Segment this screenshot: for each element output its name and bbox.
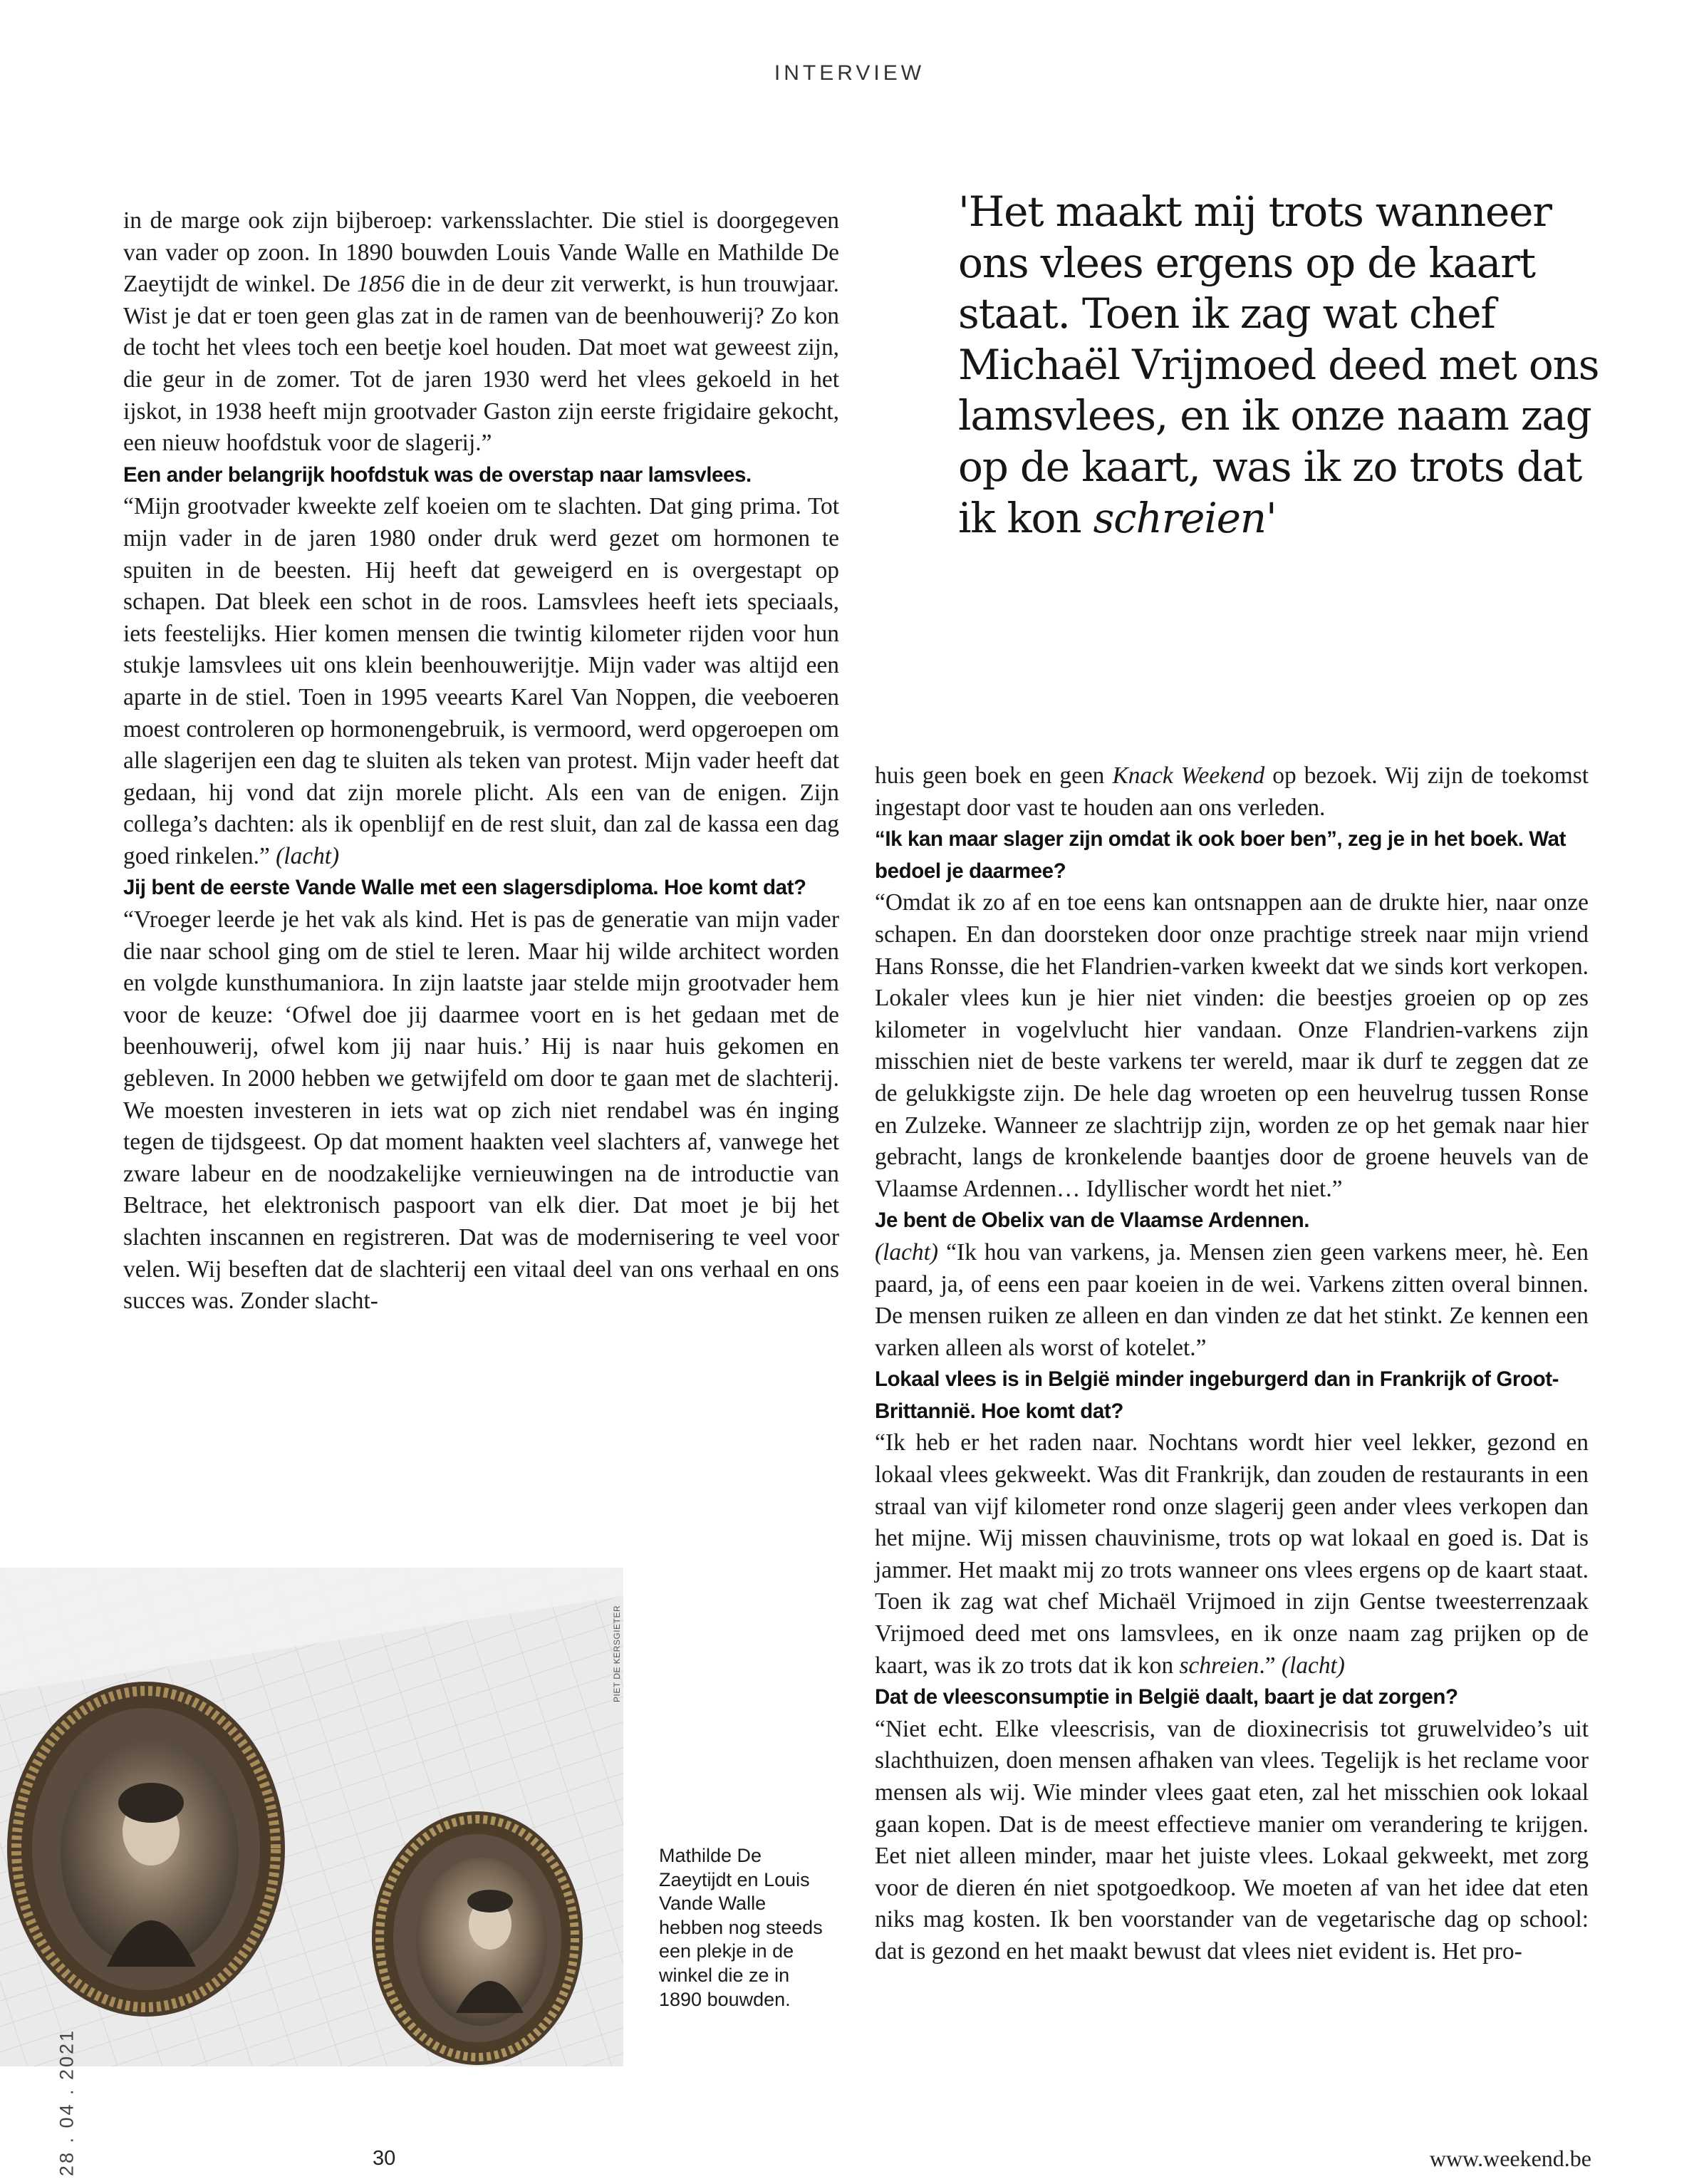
left-frame xyxy=(7,1682,285,2017)
paragraph: “Ik heb er het raden naar. Nochtans wordt hier veel lekker, gezond en lokaal vlees gekweekt. Was dit Frankrijk, dan zouden de restaurants in een straal van vijf kilometer rond onze slagerij geen ander vlees verkopen dan het mijne. Wij missen chauvinisme, trots op wat lokaal en goed is. Dat is jammer. Het maakt mij zo trots wanneer ons vlees ergens op de kaart staat. Toen ik zag wat chef Michaël Vrijmoed in zijn Gentse tweesterrenzaak Vrijmoed deed met ons lamsvlees, en ik onze naam zag prijken op de kaart, was ik zo trots dat ik kon schreien.” (lacht) xyxy=(875,1429,1589,1679)
interview-question: Een ander belangrijk hoofdstuk was de overstap naar lamsvlees. xyxy=(123,462,752,487)
paragraph: “Omdat ik zo af en toe eens kan ontsnappen aan de drukte hier, naar onze schapen. En dan doorsteken door onze prachtige streek naar mijn vriend Hans Ronsse, die het Flandrien-varken kweekt dat we sinds kort verkopen. Lokaler vlees kun je hier niet vinden: die beestjes groeien op op zes kilometer in vogelvlucht hier vandaan. Onze Flandrien-varkens zijn misschien niet de beste varkens ter wereld, maar ik durf te zeggen dat ze de gelukkigste zijn. De hele dag wroeten op een heuvelrug tussen Ronse en Zulzeke. Wanneer ze slachtrijp zijn, worden ze op het gemak naar hier gebracht, langs de kronkelende baantjes door de groene heuvels van de Vlaamse Ardennen… Idyllischer wordt het niet.” xyxy=(875,889,1589,1202)
photo-credit: PIET DE KERSGIETER xyxy=(612,1605,622,1702)
section-label: INTERVIEW xyxy=(774,61,925,85)
paragraph: in de marge ook zijn bijberoep: varkensslachter. Die stiel is doorgegeven van vader op zoon. In 1890 bouwden Louis Vande Walle en Mathilde De Zaeytijdt de winkel. De 1856 die in de deur zit verwerkt, is hun trouwjaar. Wist je dat er toen geen glas zat in de ramen van de beenhouwerij? Zo kon de tocht het vlees toch een beetje koel houden. Dat moet wat geweest zijn, die geur in de zomer. Tot de jaren 1930 werd het vlees gekoeld in het ijskot, in 1938 heeft mijn grootvader Gaston zijn eerste frigidaire gekocht, een nieuw hoofdstuk voor de slagerij.” xyxy=(123,207,839,457)
portraits-photo-image xyxy=(0,1568,623,2066)
interview-question: Jij bent de eerste Vande Walle met een slagersdiploma. Hoe komt dat? xyxy=(123,876,806,900)
paragraph: “Mijn grootvader kweekte zelf koeien om te slachten. Dat ging prima. Tot mijn vader in de jaren 1980 onder druk werd gezet om hormonen te spuiten in de beesten. Hij heeft dat geweigerd en is overgestapt op schapen. Dat bleek een schot in de roos. Lamsvlees heeft iets speciaals, iets feestelijks. Hier komen mensen die twintig kilometer rijden voor hun stukje lamsvlees uit ons klein beenhouwerijtje. Mijn vader was altijd een aparte in de stiel. Toen in 1995 veearts Karel Van Noppen, die veeboeren moest controleren op hormonengebruik, is vermoord, werd opgeroepen om alle slagerijen een dag te sluiten als teken van protest. Mijn vader heeft dat gedaan, hij vond dat zijn morele plicht. Als een van de enigen. Zijn collega’s dachten: als ik openblijf en de rest sluit, dan zal de kassa een dag goed rinkelen.” (lacht) xyxy=(123,493,839,869)
page-number: 30 xyxy=(373,2147,396,2170)
pull-quote: 'Het maakt mij trots wanneer ons vlees ergens op de kaart staat. Toen ik zag wat chef Michaël Vrijmoed deed met ons lamsvlees, en ik onze naam zag op de kaart, was ik zo trots dat ik kon schreien' xyxy=(958,187,1599,542)
article-column-left xyxy=(123,205,839,1318)
paragraph: “Niet echt. Elke vleescrisis, van de dioxinecrisis tot gruwelvideo’s uit slachthuizen, doen mensen afhaken van vlees. Tegelijk is het reclame voor mensen als wij. Wie minder vlees gaat eten, zal het misschien ook lokaal gaan kopen. Dat is de meest effectieve manier om verandering te krijgen. Eet niet alleen minder, maar het juiste vlees. Lokaal gekweekt, met zorg voor de dieren én niet spotgoedkoop. We moeten af van het idee dat eten niks mag kosten. Ik ben voorstander van de vegetarische dag op school: dat is gezond en het maakt bewust dat vlees niet evident is. Het pro- xyxy=(875,1715,1589,1965)
photo-caption: Mathilde De Zaeytijdt en Louis Vande Walle hebben nog steeds een plekje in de winkel die ze in 1890 bouwden. xyxy=(659,1845,823,2010)
photo-framed-portraits xyxy=(0,1568,623,2066)
website-url: www.weekend.be xyxy=(1429,2146,1591,2171)
interview-question: Je bent de Obelix van de Vlaamse Ardennen. xyxy=(875,1209,1310,1233)
article-column-right xyxy=(875,760,1589,1968)
interview-question: “Ik kan maar slager zijn omdat ik ook boer ben”, zeg je in het boek. Wat bedoel je daarmee? xyxy=(875,827,1566,883)
issue-date: 28 . 04 . 2021 xyxy=(56,2028,78,2177)
paragraph: “Vroeger leerde je het vak als kind. Het is pas de generatie van mijn vader die naar school ging om de stiel te leren. Maar hij wilde architect worden en volgde kunsthumaniora. In zijn laatste jaar stelde mijn grootvader hem voor de keuze: ‘Ofwel doe jij daarmee voort en is het gedaan met de beenhouwerij, ofwel kom jij naar huis.’ Hij is naar huis gekomen en gebleven. In 2000 hebben we getwijfeld om door te gaan met de slachterij. We moesten investeren in iets wat op zich niet rendabel was én inging tegen de tijdsgeest. Op dat moment haakten veel slachters af, vanwege het zware labeur en de noodzakelijke vernieuwingen na de introductie van Beltrace, het elektronisch paspoort van elk dier. Dat moet je bij het slachten inscannen en registreren. Dat was de modernisering te veel voor velen. Wij beseften dat de slachterij een vitaal deel van ons verhaal en ons succes was. Zonder slacht- xyxy=(123,906,839,1315)
paragraph: (lacht) “Ik hou van varkens, ja. Mensen zien geen varkens meer, hè. Een paard, ja, of eens een paar koeien in de wei. Varkens zitten overal binnen. De mensen ruiken ze alleen en dan vinden ze dat het stinkt. Ze kennen een varken alleen als worst of kotelet.” xyxy=(875,1238,1589,1361)
interview-question: Dat de vleesconsumptie in België daalt, baart je dat zorgen? xyxy=(875,1685,1458,1709)
right-frame xyxy=(372,1811,583,2065)
paragraph: huis geen boek en geen Knack Weekend op bezoek. Wij zijn de toekomst ingestapt door vast te houden aan ons verleden. xyxy=(875,762,1589,821)
interview-question: Lokaal vlees is in België minder ingeburgerd dan in Frankrijk of Groot-Brittannië. Hoe komt dat? xyxy=(875,1367,1559,1423)
